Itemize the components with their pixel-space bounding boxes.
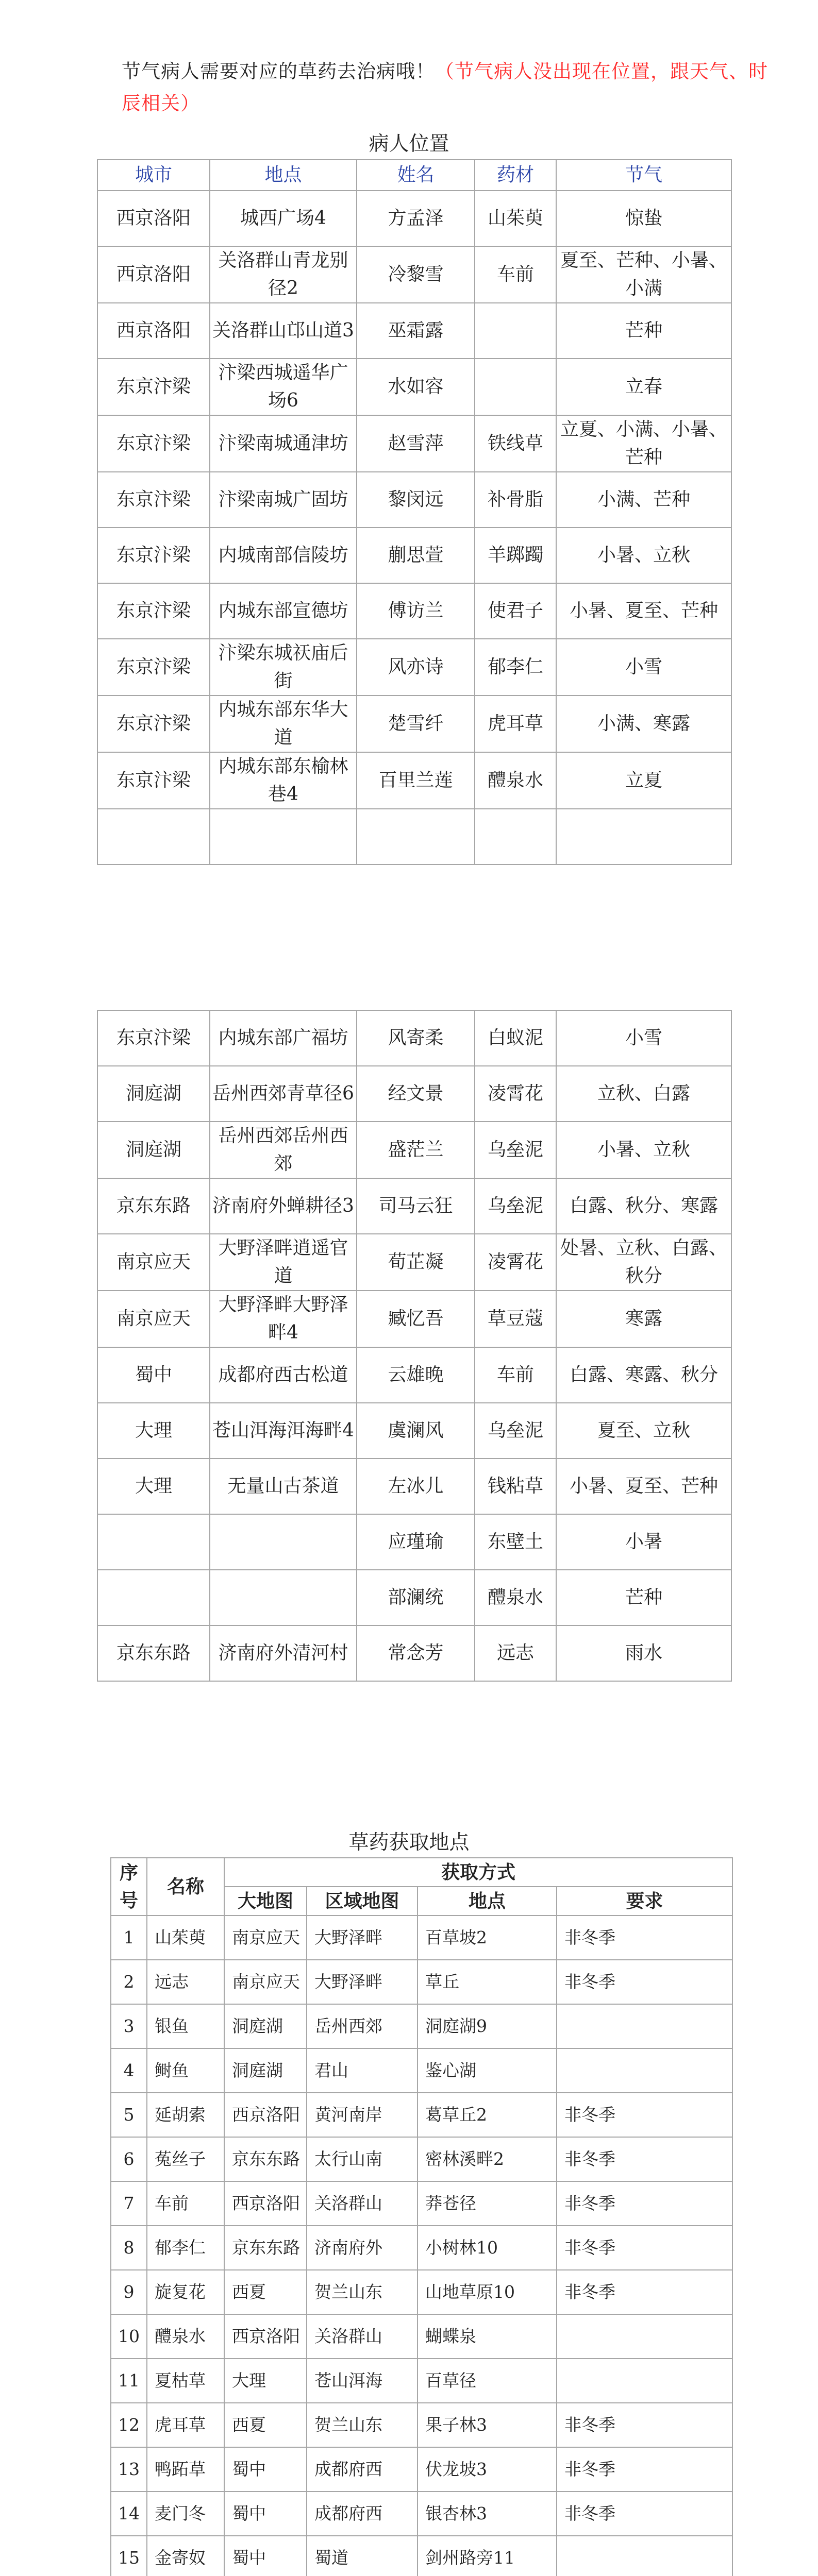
patient-table-title: 病人位置 xyxy=(369,132,449,156)
table-cell xyxy=(557,2536,732,2576)
table-row xyxy=(111,2270,732,2314)
table-cell: 南京应天 xyxy=(97,1234,210,1291)
table-cell: 常念芳 xyxy=(357,1625,475,1681)
table-cell xyxy=(97,1514,210,1570)
table-cell: 蜀中 xyxy=(97,1347,210,1403)
table-cell: 乌垒泥 xyxy=(475,1122,556,1178)
table-cell: 草豆蔻 xyxy=(475,1291,556,1347)
table-cell: 葛草丘2 xyxy=(418,2093,557,2137)
table-cell: 非冬季 xyxy=(557,2093,732,2137)
intro-text: 节气病人需要对应的草药去治病哦！ xyxy=(122,60,435,82)
table-cell xyxy=(557,2048,732,2093)
table-cell: 西京洛阳 xyxy=(224,2314,307,2359)
table-cell: 雨水 xyxy=(556,1625,731,1681)
table-cell: 小暑、立秋 xyxy=(556,528,731,583)
table-cell: 郁李仁 xyxy=(475,639,556,696)
table-row xyxy=(97,696,731,752)
table-cell: 洞庭湖9 xyxy=(418,2004,557,2048)
table-cell: 百里兰莲 xyxy=(357,752,475,809)
table-cell xyxy=(97,1570,210,1625)
table-cell: 莽苍径 xyxy=(418,2181,557,2226)
table-cell: 立夏、小满、小暑、芒种 xyxy=(556,415,731,472)
table-cell: 成都府西 xyxy=(307,2447,418,2492)
table-cell: 15 xyxy=(111,2536,147,2576)
table-cell: 巫霜露 xyxy=(357,303,475,359)
table-cell: 补骨脂 xyxy=(475,472,556,528)
table-row xyxy=(97,1514,731,1570)
table-cell: 太行山南 xyxy=(307,2137,418,2181)
table-cell: 内城东部东华大道 xyxy=(210,696,357,752)
table-cell: 苍山洱海 xyxy=(307,2359,418,2403)
table-cell: 虎耳草 xyxy=(147,2403,224,2447)
table-cell: 风亦诗 xyxy=(357,639,475,696)
table-cell: 虎耳草 xyxy=(475,696,556,752)
table-cell: 银鱼 xyxy=(147,2004,224,2048)
table-cell: 东京汴梁 xyxy=(97,528,210,583)
table-cell: 左冰儿 xyxy=(357,1459,475,1514)
table-row xyxy=(97,415,731,472)
table-cell xyxy=(475,359,556,415)
table-cell: 京东东路 xyxy=(224,2137,307,2181)
table-cell: 非冬季 xyxy=(557,1916,732,1960)
table-cell: 鸭跖草 xyxy=(147,2447,224,2492)
table-cell: 处暑、立秋、白露、秋分 xyxy=(556,1234,731,1291)
table-cell: 西夏 xyxy=(224,2403,307,2447)
table-row xyxy=(97,752,731,809)
table-cell: 苍山洱海洱海畔4 xyxy=(210,1403,357,1459)
table-cell: 蒯思萱 xyxy=(357,528,475,583)
header-no: 序号 xyxy=(111,1858,147,1916)
table-row xyxy=(111,2314,732,2359)
table-cell: 大理 xyxy=(97,1459,210,1514)
table-header-row xyxy=(97,160,731,191)
table-cell: 鉴心湖 xyxy=(418,2048,557,2093)
table-cell: 延胡索 xyxy=(147,2093,224,2137)
table-cell: 汴梁南城广固坊 xyxy=(210,472,357,528)
herb-table-title: 草药获取地点 xyxy=(348,1831,470,1854)
table-cell: 非冬季 xyxy=(557,2492,732,2536)
table-cell: 东京汴梁 xyxy=(97,1010,210,1066)
table-cell: 醴泉水 xyxy=(147,2314,224,2359)
table-cell: 济南府外蝉耕径3 xyxy=(210,1178,357,1234)
table-cell: 岳州西郊岳州西郊 xyxy=(210,1122,357,1178)
table-row xyxy=(111,1960,732,2004)
table-cell: 关洛群山 xyxy=(307,2314,418,2359)
table-cell: 醴泉水 xyxy=(475,1570,556,1625)
header-region-map: 区域地图 xyxy=(307,1887,418,1916)
table-cell: 铁线草 xyxy=(475,415,556,472)
herb-table xyxy=(110,1857,733,2576)
table-cell: 荀芷凝 xyxy=(357,1234,475,1291)
table-cell: 京东东路 xyxy=(224,2226,307,2270)
table-cell xyxy=(475,809,556,865)
table-row xyxy=(111,2004,732,2048)
table-cell: 黎闵远 xyxy=(357,472,475,528)
table-cell: 西京洛阳 xyxy=(97,303,210,359)
table-cell: 贺兰山东 xyxy=(307,2270,418,2314)
table-cell: 内城东部宣德坊 xyxy=(210,583,357,639)
table-cell: 蜀中 xyxy=(224,2492,307,2536)
table-cell: 麦门冬 xyxy=(147,2492,224,2536)
table-cell: 凌霄花 xyxy=(475,1234,556,1291)
table-cell: 东京汴梁 xyxy=(97,639,210,696)
table-cell: 盛茫兰 xyxy=(357,1122,475,1178)
table-row xyxy=(111,2048,732,2093)
table-cell: 小暑 xyxy=(556,1514,731,1570)
table-cell: 远志 xyxy=(475,1625,556,1681)
table-cell: 9 xyxy=(111,2270,147,2314)
table-cell: 南京应天 xyxy=(224,1916,307,1960)
table-row xyxy=(97,639,731,696)
header-requirement: 要求 xyxy=(557,1887,732,1916)
table-cell: 赵雪萍 xyxy=(357,415,475,472)
table-cell: 鲥鱼 xyxy=(147,2048,224,2093)
table-row xyxy=(97,1570,731,1625)
table-cell: 剑州路旁11 xyxy=(418,2536,557,2576)
table-cell: 乌垒泥 xyxy=(475,1178,556,1234)
table-cell: 蝴蝶泉 xyxy=(418,2314,557,2359)
header-herb: 药材 xyxy=(475,160,556,191)
table-cell: 羊踯躅 xyxy=(475,528,556,583)
header-location: 地点 xyxy=(418,1887,557,1916)
table-cell: 夏枯草 xyxy=(147,2359,224,2403)
table-row xyxy=(97,1459,731,1514)
table-cell: 内城南部信陵坊 xyxy=(210,528,357,583)
table-cell: 小雪 xyxy=(556,639,731,696)
table-row xyxy=(111,2492,732,2536)
table-cell: 西京洛阳 xyxy=(97,246,210,303)
table-cell: 使君子 xyxy=(475,583,556,639)
table-cell: 关洛群山青龙别径2 xyxy=(210,246,357,303)
table-row xyxy=(111,2536,732,2576)
table-cell: 司马云狂 xyxy=(357,1178,475,1234)
table-cell: 东京汴梁 xyxy=(97,359,210,415)
table-cell: 蜀道 xyxy=(307,2536,418,2576)
table-cell: 水如容 xyxy=(357,359,475,415)
table-row xyxy=(111,2359,732,2403)
table-cell: 11 xyxy=(111,2359,147,2403)
table-cell: 城西广场4 xyxy=(210,191,357,246)
table-cell: 菟丝子 xyxy=(147,2137,224,2181)
table-cell: 旋复花 xyxy=(147,2270,224,2314)
header-herb-name: 名称 xyxy=(147,1858,224,1916)
table-cell: 1 xyxy=(111,1916,147,1960)
table-cell: 成都府西 xyxy=(307,2492,418,2536)
table-header-row xyxy=(111,1858,732,1887)
table-cell: 云雄晚 xyxy=(357,1347,475,1403)
table-cell: 3 xyxy=(111,2004,147,2048)
table-cell: 银杏林3 xyxy=(418,2492,557,2536)
table-cell: 大野泽畔逍遥官道 xyxy=(210,1234,357,1291)
table-cell: 京东东路 xyxy=(97,1178,210,1234)
table-cell: 非冬季 xyxy=(557,2226,732,2270)
table-row xyxy=(97,809,731,865)
table-cell: 非冬季 xyxy=(557,2447,732,2492)
header-obtain-method: 获取方式 xyxy=(224,1858,732,1887)
table-cell: 东京汴梁 xyxy=(97,472,210,528)
table-row xyxy=(97,1234,731,1291)
table-cell: 小树林10 xyxy=(418,2226,557,2270)
table-cell: 洞庭湖 xyxy=(97,1122,210,1178)
table-cell: 岳州西郊青草径6 xyxy=(210,1066,357,1122)
table-cell: 汴梁东城祆庙后街 xyxy=(210,639,357,696)
table-row xyxy=(97,1178,731,1234)
table-cell: 傅访兰 xyxy=(357,583,475,639)
table-cell: 内城东部东榆林巷4 xyxy=(210,752,357,809)
table-cell xyxy=(556,809,731,865)
table-cell: 醴泉水 xyxy=(475,752,556,809)
header-place: 地点 xyxy=(210,160,357,191)
header-city: 城市 xyxy=(97,160,210,191)
table-cell: 汴梁南城通津坊 xyxy=(210,415,357,472)
table-cell: 8 xyxy=(111,2226,147,2270)
table-row xyxy=(97,1347,731,1403)
table-cell: 百草坡2 xyxy=(418,1916,557,1960)
table-cell: 洞庭湖 xyxy=(97,1066,210,1122)
table-cell: 13 xyxy=(111,2447,147,2492)
table-cell xyxy=(557,2314,732,2359)
table-cell: 成都府西古松道 xyxy=(210,1347,357,1403)
table-cell: 14 xyxy=(111,2492,147,2536)
table-cell: 凌霄花 xyxy=(475,1066,556,1122)
table-cell: 西京洛阳 xyxy=(224,2181,307,2226)
table-cell: 经文景 xyxy=(357,1066,475,1122)
table-cell xyxy=(475,303,556,359)
table-cell: 无量山古茶道 xyxy=(210,1459,357,1514)
table-cell: 内城东部广福坊 xyxy=(210,1010,357,1066)
table-row xyxy=(97,1122,731,1178)
table-row xyxy=(111,2181,732,2226)
table-cell: 12 xyxy=(111,2403,147,2447)
table-cell: 东京汴梁 xyxy=(97,752,210,809)
table-cell: 金寄奴 xyxy=(147,2536,224,2576)
table-cell: 白露、秋分、寒露 xyxy=(556,1178,731,1234)
table-cell: 车前 xyxy=(475,246,556,303)
table-cell: 蜀中 xyxy=(224,2536,307,2576)
table-cell: 大野泽畔 xyxy=(307,1916,418,1960)
intro-warning: （节气病人没出现在位置，跟天气、时辰相关） xyxy=(122,60,768,114)
table-row xyxy=(97,1625,731,1681)
table-cell: 远志 xyxy=(147,1960,224,2004)
table-cell: 风寄柔 xyxy=(357,1010,475,1066)
table-cell: 小满、芒种 xyxy=(556,472,731,528)
table-cell: 非冬季 xyxy=(557,2181,732,2226)
table-cell: 芒种 xyxy=(556,303,731,359)
table-cell: 岳州西郊 xyxy=(307,2004,418,2048)
table-cell: 夏至、立秋 xyxy=(556,1403,731,1459)
table-cell: 西夏 xyxy=(224,2270,307,2314)
table-cell: 臧忆吾 xyxy=(357,1291,475,1347)
table-cell xyxy=(557,2004,732,2048)
table-cell xyxy=(357,809,475,865)
header-name: 姓名 xyxy=(357,160,475,191)
table-cell: 寒露 xyxy=(556,1291,731,1347)
table-cell: 白露、寒露、秋分 xyxy=(556,1347,731,1403)
table-cell: 东壁土 xyxy=(475,1514,556,1570)
table-cell: 2 xyxy=(111,1960,147,2004)
table-row xyxy=(97,472,731,528)
table-row xyxy=(97,191,731,246)
table-cell: 部澜统 xyxy=(357,1570,475,1625)
table-cell: 汴梁西城遥华广场6 xyxy=(210,359,357,415)
table-cell: 立春 xyxy=(556,359,731,415)
table-cell: 车前 xyxy=(475,1347,556,1403)
table-cell: 夏至、芒种、小暑、小满 xyxy=(556,246,731,303)
patient-table-continued xyxy=(97,1010,732,1682)
table-cell xyxy=(97,809,210,865)
table-cell: 东京汴梁 xyxy=(97,696,210,752)
table-cell: 10 xyxy=(111,2314,147,2359)
table-cell: 惊蛰 xyxy=(556,191,731,246)
table-cell: 伏龙坡3 xyxy=(418,2447,557,2492)
table-cell xyxy=(210,1570,357,1625)
table-row xyxy=(111,2093,732,2137)
table-cell: 西京洛阳 xyxy=(97,191,210,246)
table-row xyxy=(97,1403,731,1459)
table-cell: 芒种 xyxy=(556,1570,731,1625)
table-cell: 小雪 xyxy=(556,1010,731,1066)
table-cell: 大理 xyxy=(97,1403,210,1459)
table-cell: 7 xyxy=(111,2181,147,2226)
table-cell: 草丘 xyxy=(418,1960,557,2004)
table-cell xyxy=(210,1514,357,1570)
table-cell: 5 xyxy=(111,2093,147,2137)
table-cell: 钱粘草 xyxy=(475,1459,556,1514)
table-cell: 冷黎雪 xyxy=(357,246,475,303)
table-cell: 济南府外 xyxy=(307,2226,418,2270)
table-cell: 大野泽畔 xyxy=(307,1960,418,2004)
table-row xyxy=(111,1916,732,1960)
table-cell: 密林溪畔2 xyxy=(418,2137,557,2181)
table-cell: 东京汴梁 xyxy=(97,583,210,639)
table-cell: 立秋、白露 xyxy=(556,1066,731,1122)
table-cell: 东京汴梁 xyxy=(97,415,210,472)
table-cell: 山茱萸 xyxy=(475,191,556,246)
table-row xyxy=(97,359,731,415)
table-cell: 白蚁泥 xyxy=(475,1010,556,1066)
table-cell xyxy=(557,2359,732,2403)
table-row xyxy=(97,528,731,583)
table-cell: 楚雪纤 xyxy=(357,696,475,752)
table-row xyxy=(111,2226,732,2270)
table-cell: 方孟泽 xyxy=(357,191,475,246)
table-cell: 洞庭湖 xyxy=(224,2048,307,2093)
patient-table xyxy=(97,159,732,865)
table-cell: 山地草原10 xyxy=(418,2270,557,2314)
table-cell: 非冬季 xyxy=(557,2403,732,2447)
table-cell: 西京洛阳 xyxy=(224,2093,307,2137)
table-row xyxy=(97,1291,731,1347)
table-cell: 南京应天 xyxy=(224,1960,307,2004)
intro-note xyxy=(122,56,776,120)
table-cell: 百草径 xyxy=(418,2359,557,2403)
table-cell: 关洛群山 xyxy=(307,2181,418,2226)
table-cell: 应瑾瑜 xyxy=(357,1514,475,1570)
table-cell: 虞澜风 xyxy=(357,1403,475,1459)
table-cell: 京东东路 xyxy=(97,1625,210,1681)
table-cell: 关洛群山邙山道3 xyxy=(210,303,357,359)
table-cell: 郁李仁 xyxy=(147,2226,224,2270)
table-cell: 非冬季 xyxy=(557,2137,732,2181)
table-cell: 小暑、立秋 xyxy=(556,1122,731,1178)
table-cell: 蜀中 xyxy=(224,2447,307,2492)
table-row xyxy=(97,583,731,639)
table-row xyxy=(97,1066,731,1122)
table-cell: 洞庭湖 xyxy=(224,2004,307,2048)
table-cell: 大理 xyxy=(224,2359,307,2403)
table-cell: 6 xyxy=(111,2137,147,2181)
table-row xyxy=(97,1010,731,1066)
table-cell: 济南府外清河村 xyxy=(210,1625,357,1681)
table-cell: 果子林3 xyxy=(418,2403,557,2447)
table-cell: 小满、寒露 xyxy=(556,696,731,752)
table-cell: 大野泽畔大野泽畔4 xyxy=(210,1291,357,1347)
table-cell: 小暑、夏至、芒种 xyxy=(556,583,731,639)
header-big-map: 大地图 xyxy=(224,1887,307,1916)
table-row xyxy=(97,303,731,359)
table-cell: 立夏 xyxy=(556,752,731,809)
table-cell: 车前 xyxy=(147,2181,224,2226)
table-cell: 南京应天 xyxy=(97,1291,210,1347)
table-cell: 非冬季 xyxy=(557,2270,732,2314)
table-row xyxy=(111,2447,732,2492)
table-cell: 贺兰山东 xyxy=(307,2403,418,2447)
table-cell: 非冬季 xyxy=(557,1960,732,2004)
table-cell: 4 xyxy=(111,2048,147,2093)
table-cell xyxy=(210,809,357,865)
table-row xyxy=(97,246,731,303)
table-row xyxy=(111,2403,732,2447)
table-cell: 小暑、夏至、芒种 xyxy=(556,1459,731,1514)
table-cell: 山茱萸 xyxy=(147,1916,224,1960)
table-cell: 黄河南岸 xyxy=(307,2093,418,2137)
table-cell: 君山 xyxy=(307,2048,418,2093)
table-cell: 乌垒泥 xyxy=(475,1403,556,1459)
header-solar-term: 节气 xyxy=(556,160,731,191)
table-row xyxy=(111,2137,732,2181)
